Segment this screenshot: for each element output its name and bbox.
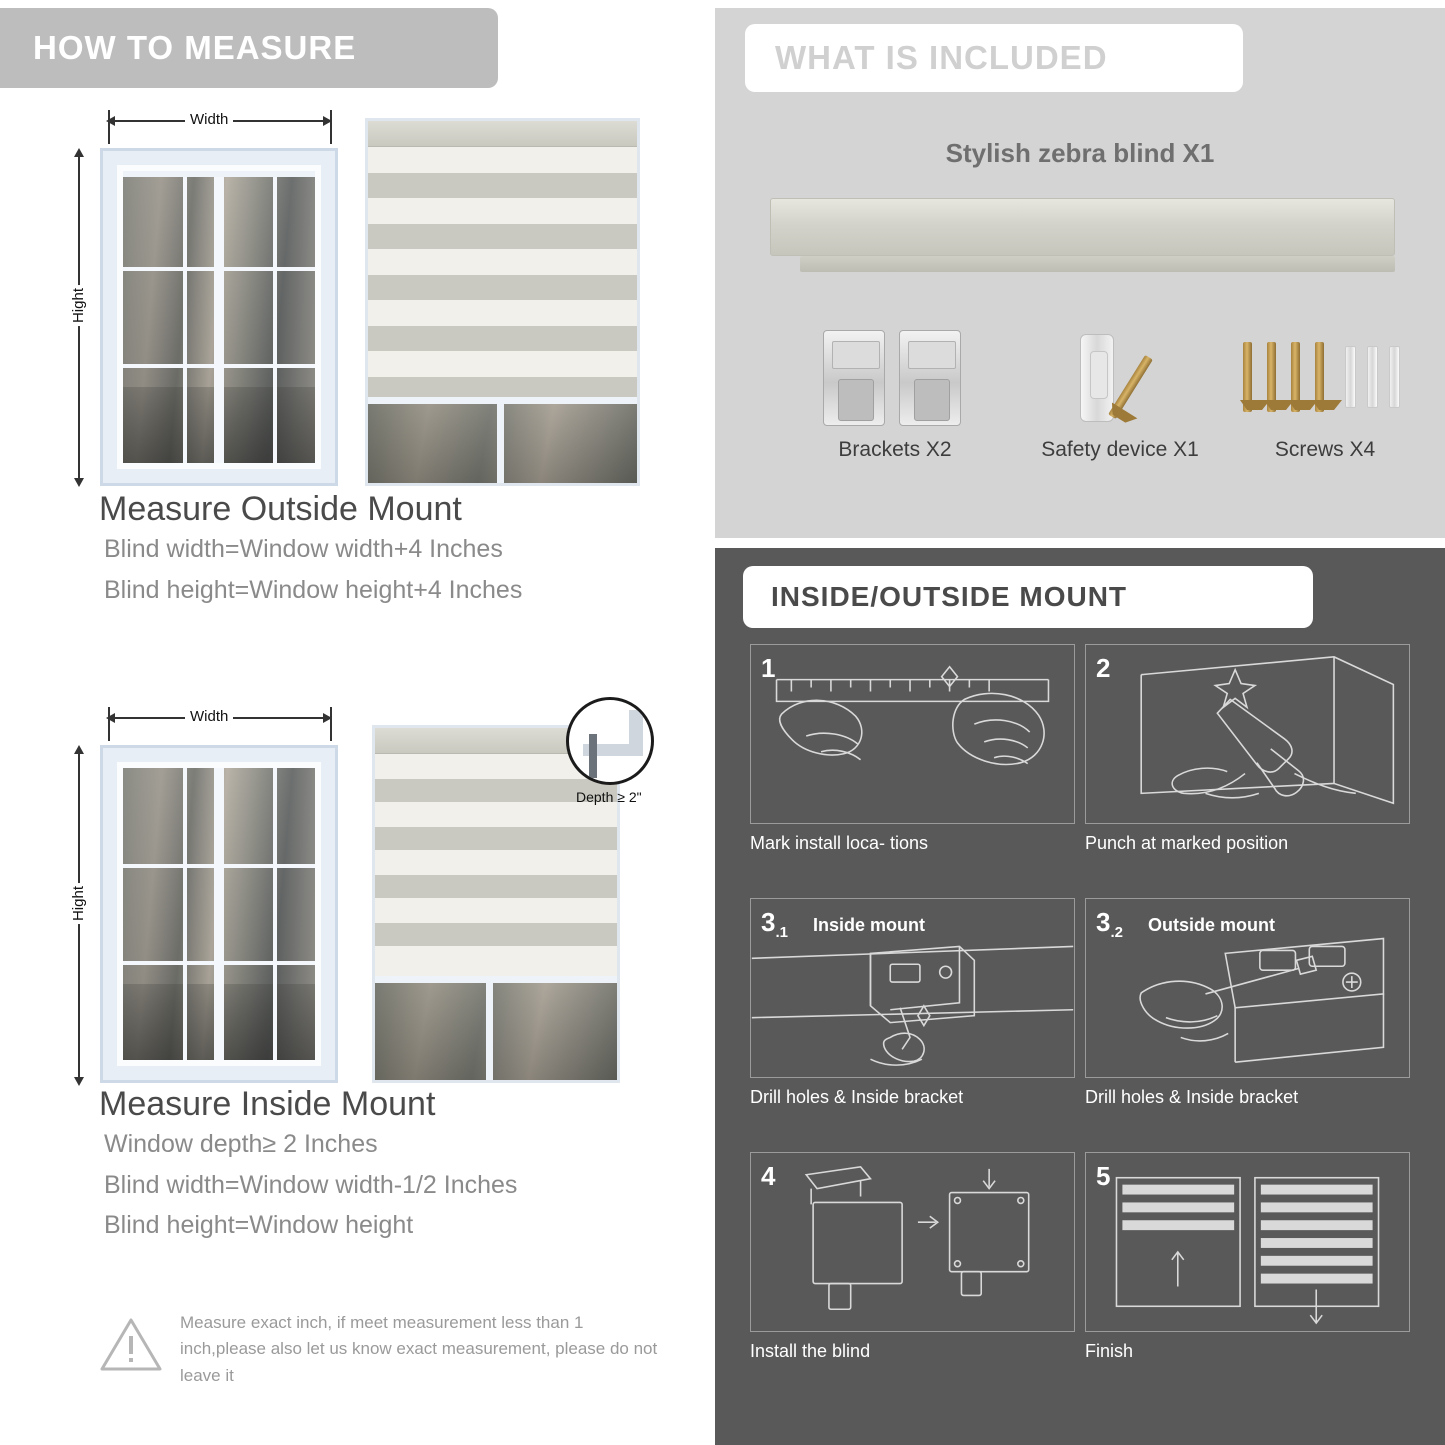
step-5-image xyxy=(1085,1152,1410,1332)
step-3-2-image xyxy=(1085,898,1410,1078)
how-to-measure-banner xyxy=(0,8,498,88)
safety-device-label: Safety device X1 xyxy=(1041,438,1199,461)
step-3-2-caption: Drill holes & Inside bracket xyxy=(1085,1087,1299,1107)
inside-mount-line-1: Window depth≥ 2 Inches xyxy=(104,1130,378,1158)
step-2-number: 2 xyxy=(1096,653,1111,683)
product-title: Stylish zebra blind X1 xyxy=(945,138,1215,168)
blind-window-glass-inside xyxy=(375,976,617,1080)
depth-callout-circle xyxy=(566,697,654,785)
window-grid-v2 xyxy=(273,171,277,463)
window-illustration xyxy=(100,148,338,486)
zebra-fabric-inside xyxy=(375,754,617,976)
parts-row xyxy=(755,328,1405,508)
width-tick-right xyxy=(330,110,332,144)
what-is-included-banner xyxy=(745,24,1243,92)
step-5 xyxy=(1085,1152,1410,1362)
inside-mount-diagram xyxy=(0,695,715,1085)
width-label-inside: Width xyxy=(185,708,233,725)
wall-anchor-icon-1 xyxy=(1345,346,1356,408)
height-arrow-down xyxy=(74,478,84,487)
part-safety-device xyxy=(1020,328,1220,462)
window-grid-h2-inside xyxy=(123,961,315,965)
warning-text: Measure exact inch, if meet measurement less than 1 inch,please also let us know exact measurement, please do not leave it xyxy=(180,1313,658,1385)
zebra-fabric xyxy=(368,147,637,397)
height-arrow-up-inside xyxy=(74,745,84,754)
outside-mount-title: Measure Outside Mount xyxy=(99,490,462,528)
what-is-included-section xyxy=(715,8,1445,538)
outside-mount-block xyxy=(0,100,715,610)
window-center-mullion-inside xyxy=(214,768,224,1060)
screw-icon-1 xyxy=(1243,342,1252,412)
step-1-image xyxy=(750,644,1075,824)
width-tick-right-inside xyxy=(330,707,332,741)
outside-mount-diagram xyxy=(0,100,715,490)
window-frame xyxy=(117,165,321,469)
how-to-measure-title: HOW TO MEASURE xyxy=(33,29,357,66)
step-4-number: 4 xyxy=(761,1161,776,1191)
step-1-number: 1 xyxy=(761,653,776,683)
step-2-sketch xyxy=(1086,645,1409,823)
window-grid-v2-inside xyxy=(273,768,277,1060)
inside-outside-mount-title: INSIDE/OUTSIDE MOUNT xyxy=(771,581,1128,612)
inside-outside-mount-banner xyxy=(743,566,1313,628)
safety-screw-icon xyxy=(1108,355,1153,419)
blind-illustration-outside xyxy=(365,118,640,486)
depth-label: Depth ≥ 2" xyxy=(576,789,642,805)
step-1-caption: Mark install loca- tions xyxy=(750,833,929,853)
step-2-caption: Punch at marked position xyxy=(1085,833,1289,853)
step-3-1-caption: Drill holes & Inside bracket xyxy=(750,1087,964,1107)
warning-triangle-icon xyxy=(100,1316,162,1372)
blind-headrail xyxy=(770,198,1395,256)
screw-icon-4 xyxy=(1315,342,1324,412)
step-5-number: 5 xyxy=(1096,1161,1111,1191)
window-grid-h2 xyxy=(123,364,315,368)
step-3-1-image xyxy=(750,898,1075,1078)
step-4 xyxy=(750,1152,1075,1362)
step-5-sketch xyxy=(1086,1153,1409,1331)
step-3-2-number: $3_{.2}$ xyxy=(1096,907,1123,942)
inside-mount-block xyxy=(0,695,715,1246)
blind-window-glass xyxy=(368,397,637,483)
step-2-image xyxy=(1085,644,1410,824)
part-brackets xyxy=(795,328,995,462)
bracket-icon-1 xyxy=(823,330,885,426)
step-2 xyxy=(1085,644,1410,854)
window-illustration-inside xyxy=(100,745,338,1083)
step-1 xyxy=(750,644,1075,854)
inside-mount-line-2: Blind width=Window width-1/2 Inches xyxy=(104,1170,518,1199)
part-screws xyxy=(1225,328,1425,462)
width-tick-left-inside xyxy=(108,707,110,741)
wall-anchor-icon-2 xyxy=(1367,346,1378,408)
how-to-measure-section xyxy=(0,0,715,1445)
window-frame-inside xyxy=(117,762,321,1066)
step-1-sketch xyxy=(751,645,1074,823)
bracket-icon-2 xyxy=(899,330,961,426)
blind-roll xyxy=(800,256,1395,272)
inside-mount-line-3: Blind height=Window height xyxy=(104,1211,414,1239)
step-4-caption: Install the blind xyxy=(750,1341,871,1361)
right-column xyxy=(715,0,1445,1445)
screw-icon-3 xyxy=(1291,342,1300,412)
window-grid-v1 xyxy=(183,171,187,463)
width-tick-left xyxy=(108,110,110,144)
window-grid-h1-inside xyxy=(123,864,315,868)
step-3-1 xyxy=(750,898,1075,1108)
step-4-image xyxy=(750,1152,1075,1332)
step-4-sketch xyxy=(751,1153,1074,1331)
outside-mount-line-1: Blind width=Window width+4 Inches xyxy=(104,535,503,563)
inside-outside-mount-section xyxy=(715,548,1445,1445)
blind-illustration-inside xyxy=(372,725,620,1083)
step-3-2 xyxy=(1085,898,1410,1108)
screws-label: Screws X4 xyxy=(1274,438,1376,461)
window-grid-h1 xyxy=(123,267,315,271)
brackets-label: Brackets X2 xyxy=(838,438,952,461)
step-3-1-number: $3_{.1}$ xyxy=(761,907,788,942)
screw-icon-2 xyxy=(1267,342,1276,412)
height-arrow-down-inside xyxy=(74,1077,84,1086)
height-label-inside: Hight xyxy=(70,883,87,924)
outside-mount-line-2: Blind height=Window height+4 Inches xyxy=(104,575,523,604)
zebra-blind-product-image xyxy=(770,198,1395,278)
step-3-1-subtitle: Inside mount xyxy=(813,915,925,935)
what-is-included-title: WHAT IS INCLUDED xyxy=(775,39,1108,76)
step-3-2-subtitle: Outside mount xyxy=(1148,915,1275,935)
blind-valance xyxy=(368,121,637,147)
height-label: Hight xyxy=(70,285,87,326)
inside-mount-title: Measure Inside Mount xyxy=(99,1085,436,1123)
height-arrow-up xyxy=(74,148,84,157)
window-top-rail xyxy=(123,171,315,177)
step-5-caption: Finish xyxy=(1085,1341,1134,1361)
window-center-mullion xyxy=(214,171,224,463)
width-label: Width xyxy=(185,111,233,128)
measure-warning xyxy=(100,1310,660,1389)
wall-anchor-icon-3 xyxy=(1389,346,1400,408)
window-grid-v1-inside xyxy=(183,768,187,1060)
